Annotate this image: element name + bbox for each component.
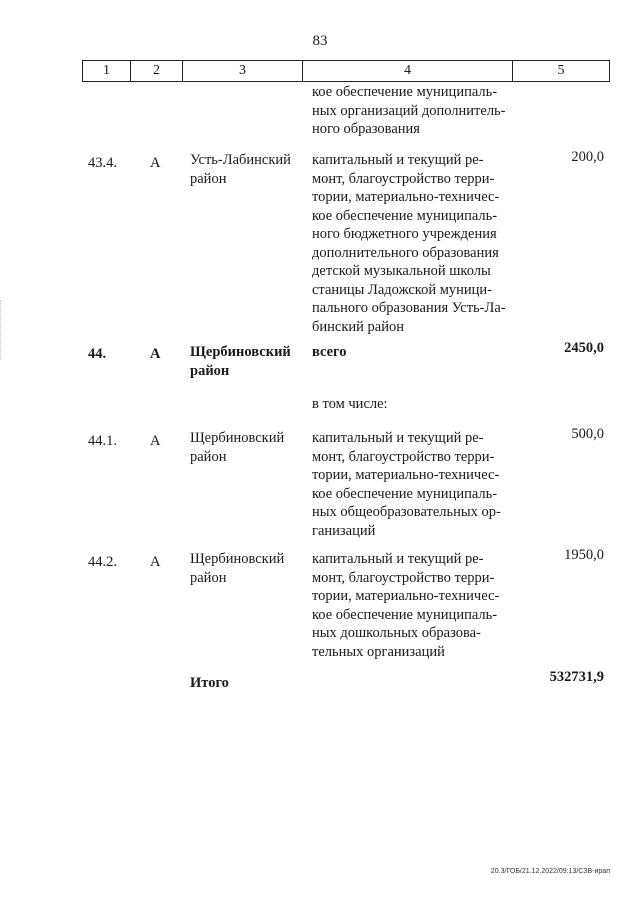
row-category: А [150,554,161,570]
header-col-4: 4 [302,61,512,81]
row-area: Усть-Лабинский район [190,152,291,187]
continuation-text: кое обеспечение муниципаль- ных организаций дополнитель- ного образования [312,84,506,137]
row-number: 43.4. [88,155,117,171]
header-col-2: 2 [130,61,182,81]
row-area: Щербиновский район [190,430,285,465]
header-col-3: 3 [182,61,302,81]
document-code: 20.3/ГОБ/21.12.2022/09:13/СЗВ-ирап [490,868,610,875]
total-label: Итого [190,675,229,691]
row-description: всего [312,344,347,360]
row-number: 44. [88,346,107,362]
margin-mark [0,300,5,360]
header-col-5: 5 [512,61,610,81]
row-description: капитальный и текущий ре- монт, благоустройство терри- тории, материально-техничес- кое обеспечение муниципаль- ных дошкольных образова- тельных организаций [312,551,500,660]
page-number: 83 [312,33,328,49]
row-area: Щербиновский район [190,551,285,586]
row-amount: 1950,0 [564,547,604,563]
row-category: А [150,155,161,171]
total-amount: 532731,9 [549,669,604,685]
table-header [82,60,610,82]
header-col-1: 1 [82,61,130,81]
row-number: 44.1. [88,433,117,449]
subtotal-caption: в том числе: [312,396,388,412]
row-category: А [150,433,161,449]
row-amount: 200,0 [571,149,604,165]
row-category: А [150,346,161,362]
row-amount: 500,0 [571,426,604,442]
row-area: Щербиновский район [190,344,291,379]
row-number: 44.2. [88,554,117,570]
row-amount: 2450,0 [564,340,604,356]
row-description: капитальный и текущий ре- монт, благоустройство терри- тории, материально-техничес- кое обеспечение муниципаль- ных общеобразовательных ор- ганизаций [312,430,501,539]
row-description: капитальный и текущий ре- монт, благоустройство терри- тории, материально-техничес- кое обеспечение муниципаль- ного бюджетного учреждения дополнительного образования детской музыкальной школы станицы Ладожской муници- пального образования Усть-Ла- бинский район [312,152,506,335]
